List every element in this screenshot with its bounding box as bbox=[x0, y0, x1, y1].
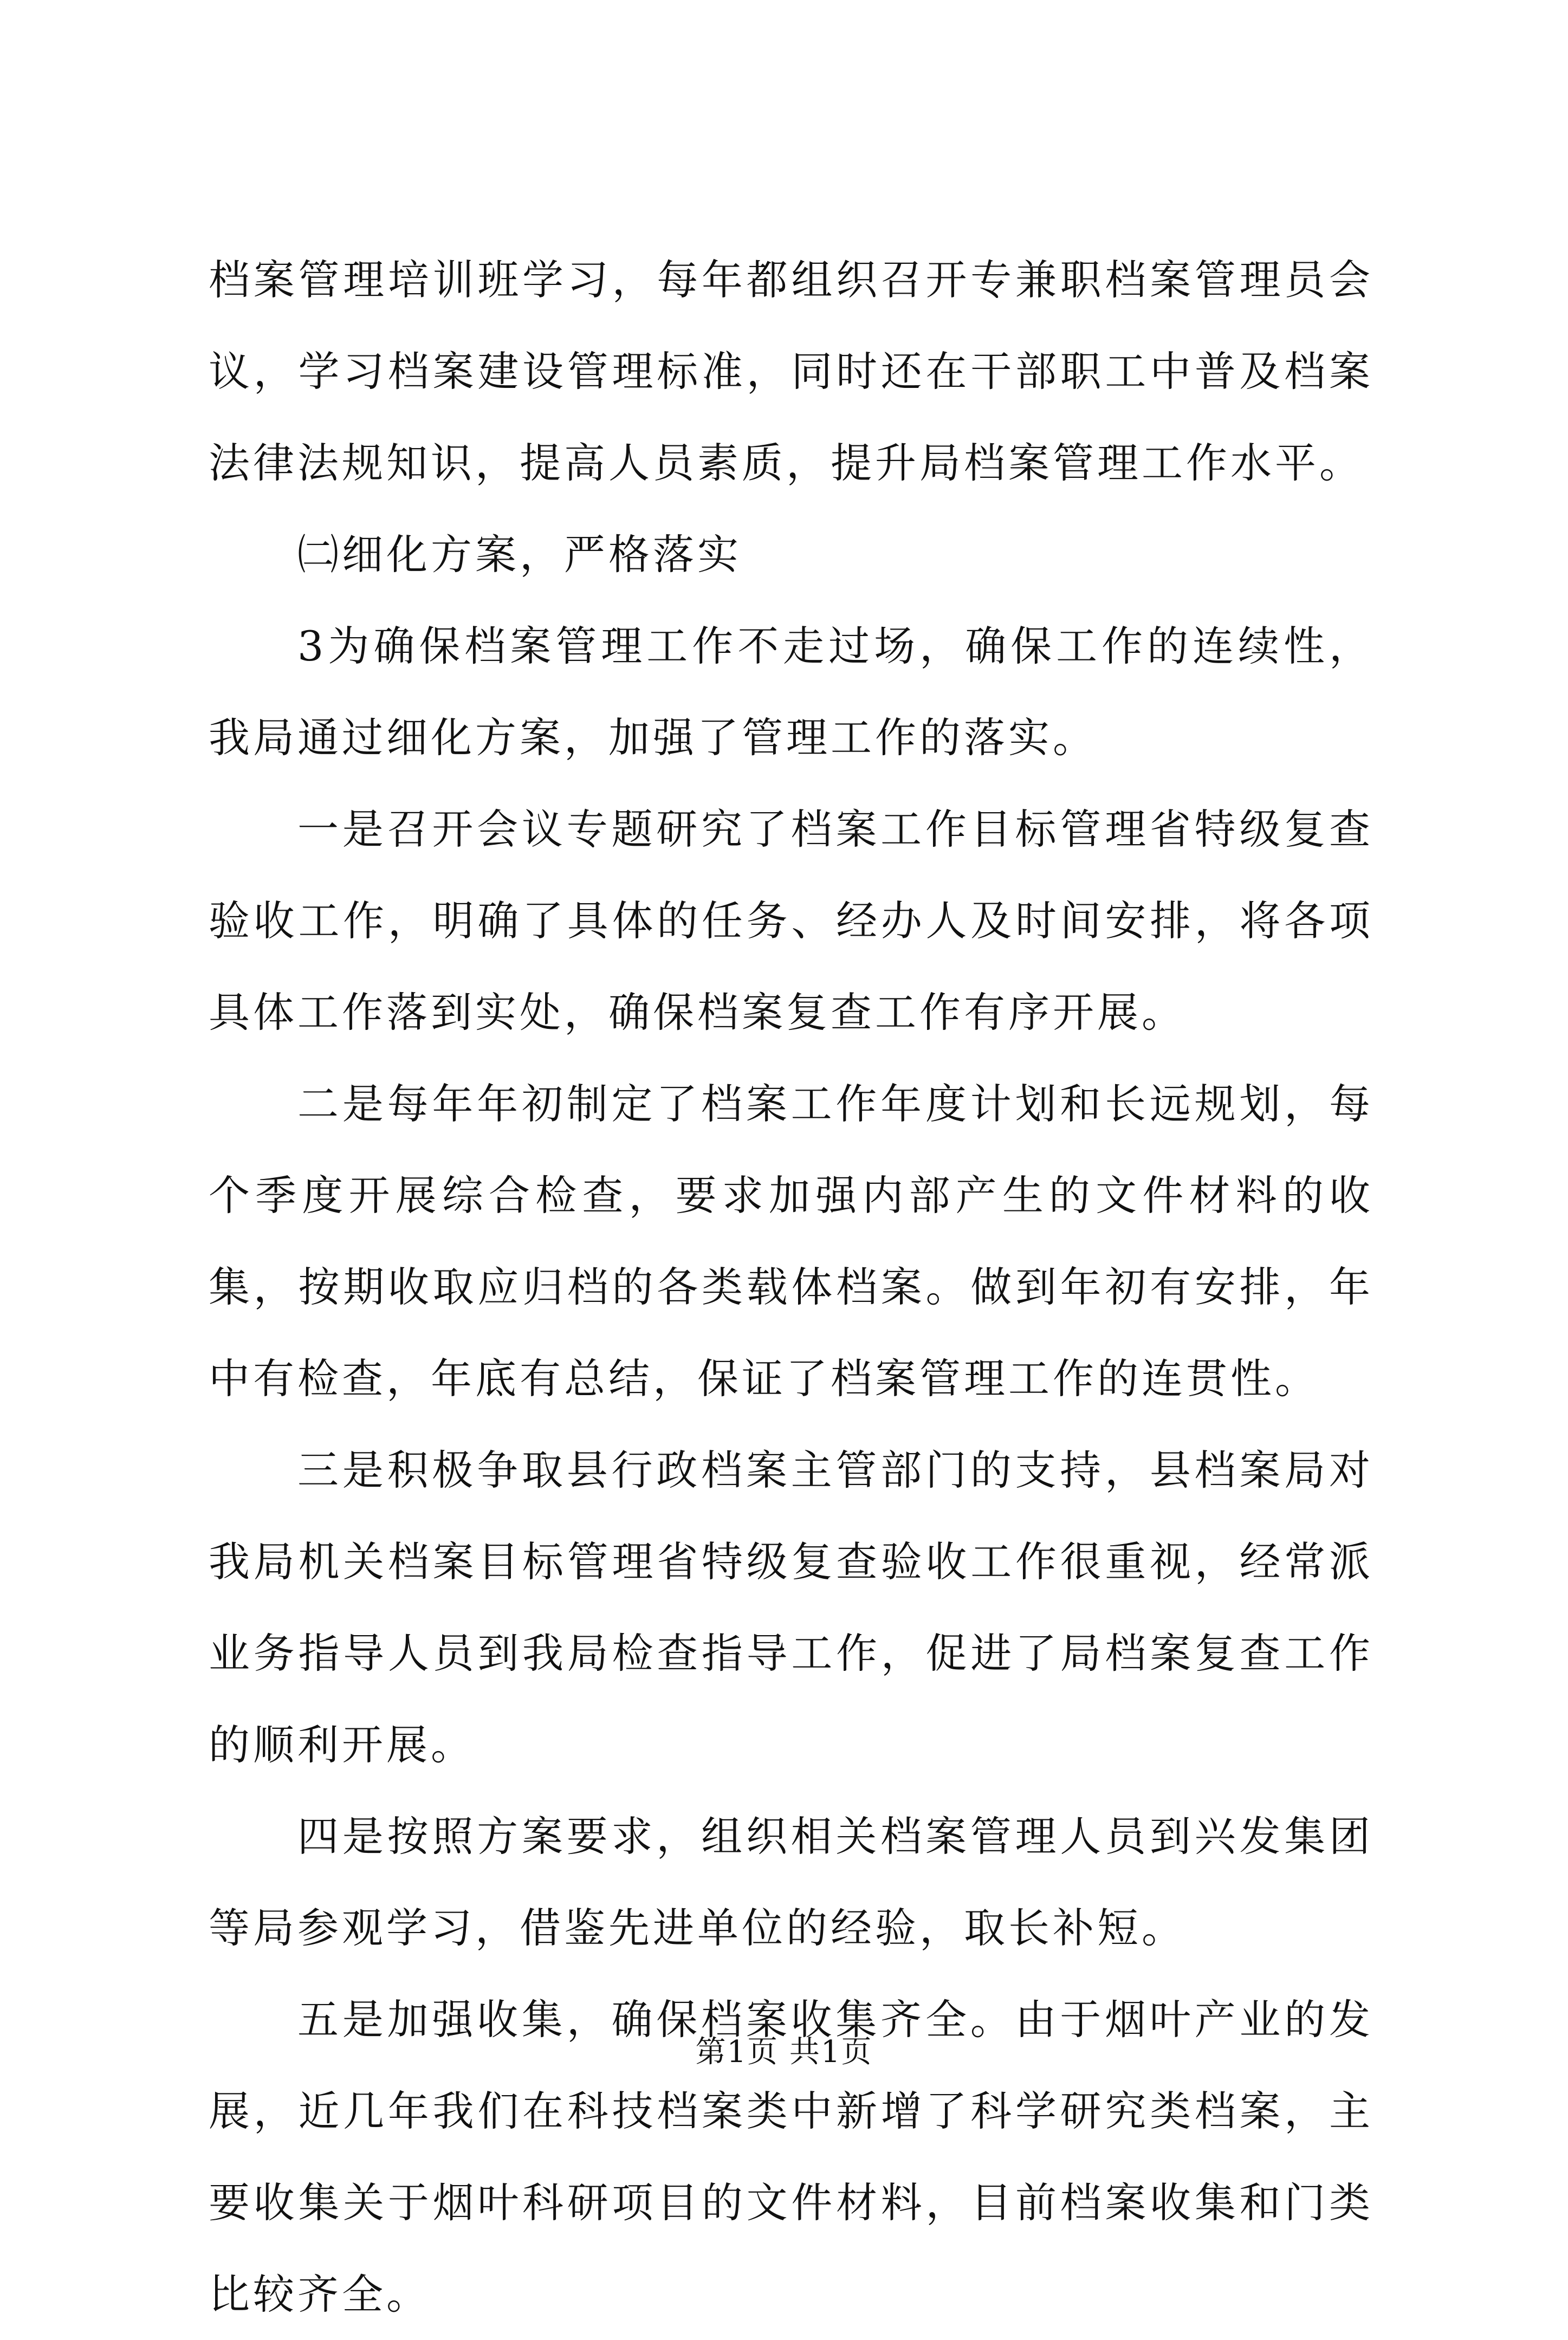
section-heading: ㈡细化方案，严格落实 bbox=[297, 530, 742, 579]
paragraph-8: 五是加强收集，确保档案收集齐全。由于烟叶产业的发展，近几年我们在科技档案类中新增了科学研究类档案，主要收集关于烟叶科研项目的文件材料，目前档案收集和门类比较齐全。 bbox=[209, 1995, 1373, 2318]
paragraph-3: 3为确保档案管理工作不走过场，确保工作的连续性，我局通过细化方案，加强了管理工作的落实。 bbox=[209, 622, 1373, 762]
paragraph-4: 一是召开会议专题研究了档案工作目标管理省特级复查验收工作，明确了具体的任务、经办人及时间安排，将各项具体工作落到实处，确保档案复查工作有序开展。 bbox=[209, 805, 1373, 1036]
paragraph-6: 三是积极争取县行政档案主管部门的支持，县档案局对我局机关档案目标管理省特级复查验收工作很重视，经常派业务指导人员到我局检查指导工作，促进了局档案复查工作的顺利开展。 bbox=[209, 1446, 1373, 1769]
paragraph-7: 四是按照方案要求，组织相关档案管理人员到兴发集团等局参观学习，借鉴先进单位的经验，取长补短。 bbox=[209, 1812, 1373, 1952]
paragraph-5: 二是每年年初制定了档案工作年度计划和长远规划，每个季度开展综合检查，要求加强内部产生的文件材料的收集，按期收取应归档的各类载体档案。做到年初有安排，年中有检查，年底有总结，保证了档案管理工作的连贯性。 bbox=[209, 1080, 1373, 1403]
document-body bbox=[209, 234, 1373, 2340]
page-footer: 第1页 共1页 bbox=[695, 2034, 873, 2070]
paragraph-1: 档案管理培训班学习，每年都组织召开专兼职档案管理员会议，学习档案建设管理标准，同时还在干部职工中普及档案法律法规知识，提高人员素质，提升局档案管理工作水平。 bbox=[209, 256, 1373, 487]
